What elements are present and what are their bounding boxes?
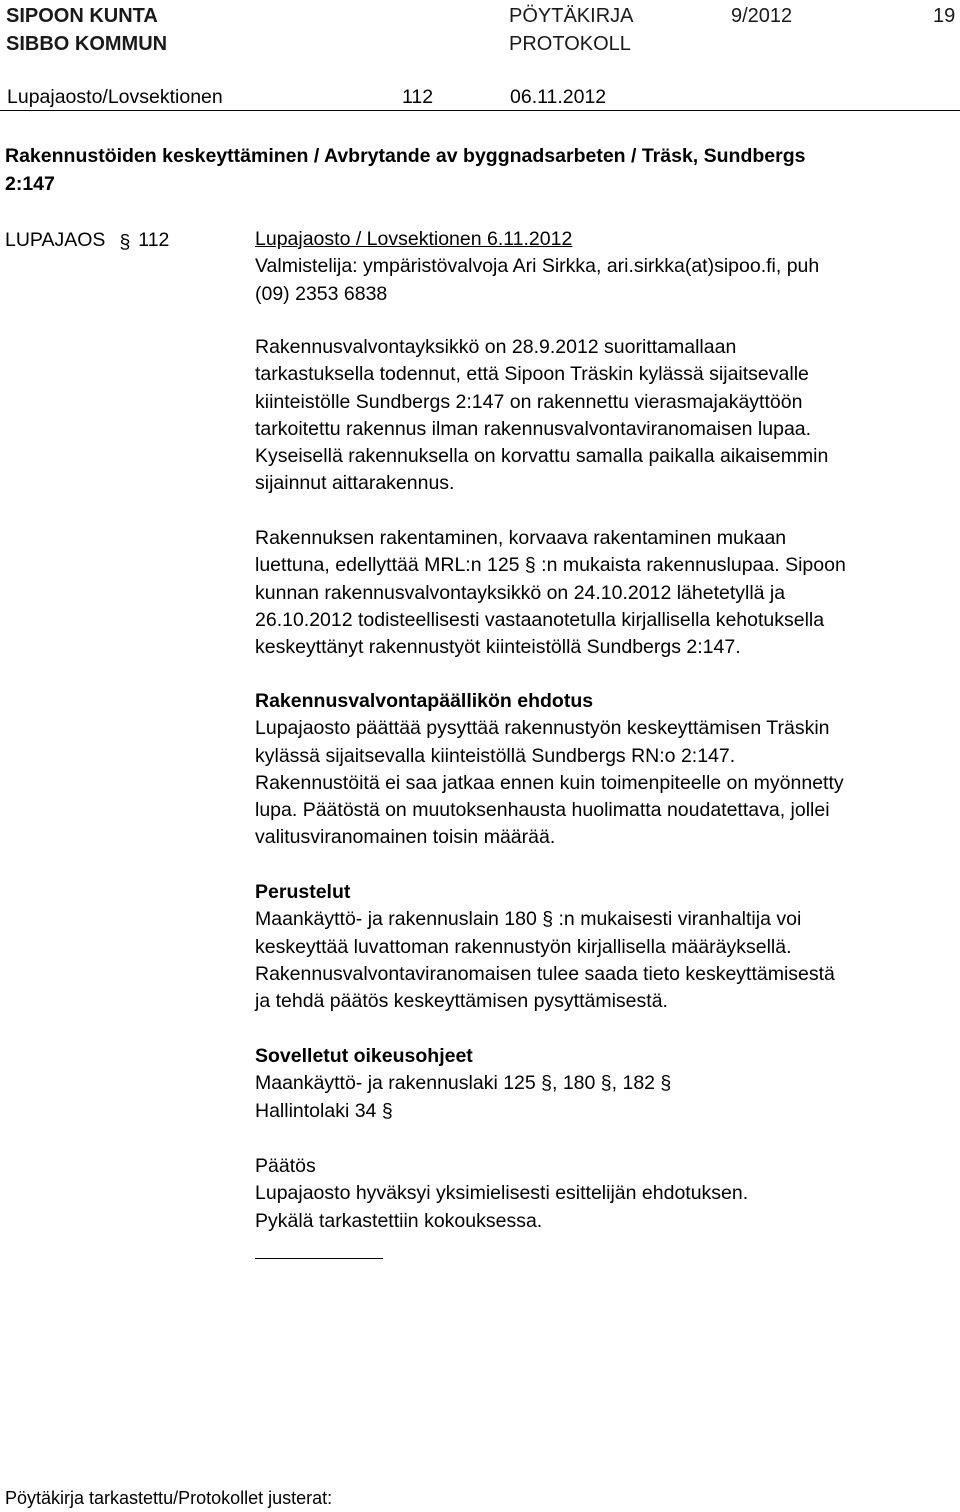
text-line: Maankäyttö- ja rakennuslain 180 § :n mukaisesti viranhaltija voi xyxy=(255,908,802,931)
text-line: valitusviranomainen toisin määrää. xyxy=(255,826,556,849)
text-line: 26.10.2012 todisteellisesti vastaanotetulla kirjallisella kehotuksella xyxy=(255,608,825,631)
text-line: Rakennusvalvontayksikkö on 28.9.2012 suorittamallaan xyxy=(255,336,737,358)
item-label xyxy=(5,226,169,254)
decision-heading: Päätös xyxy=(255,1155,316,1177)
page-title-cont: 2:147 xyxy=(5,173,55,195)
page-title: Rakennustöiden keskeyttäminen / Avbrytande av byggnadsarbeten / Träsk, Sundbergs xyxy=(5,145,806,167)
page-number: 19 xyxy=(933,5,956,27)
text-line: sijainnut aittarakennus. xyxy=(255,472,455,495)
law-heading: Sovelletut oikeusohjeet xyxy=(255,1045,473,1067)
text-line: Hallintolaki 34 § xyxy=(255,1099,393,1122)
text-line: kylässä sijaitsevalla kiinteistöllä Sundbergs RN:o 2:147. xyxy=(255,744,736,767)
document-number: 9/2012 xyxy=(731,5,793,27)
section-decision xyxy=(255,1153,955,1235)
section-grounds xyxy=(255,879,955,1015)
paragraph-findings xyxy=(255,334,955,498)
text-line: Kyseisellä rakennuksella on korvattu samalla paikalla aikaisemmin xyxy=(255,445,829,468)
text-line: lupa. Päätöstä on muutoksenhausta huolimatta noudatettava, jollei xyxy=(255,799,830,822)
section-proposal xyxy=(255,688,955,852)
text-line: luettuna, edellyttää MRL:n 125 § :n mukaista rakennuslupaa. Sipoon xyxy=(255,554,846,577)
text-line: Lupajaosto päättää pysyttää rakennustyön keskeyttämisen Träskin xyxy=(255,717,830,740)
text-line: Maankäyttö- ja rakennuslaki 125 §, 180 §, 182 § xyxy=(255,1072,672,1095)
committee-name: Lupajaosto/Lovsektionen xyxy=(7,86,223,108)
section-applied-law xyxy=(255,1043,955,1125)
text-line: keskeyttää luvattoman rakennustyön kirjallisella määräyksellä. xyxy=(255,935,792,958)
phone-line: (09) 2353 6838 xyxy=(255,282,388,305)
meeting-line: Lupajaosto / Lovsektionen 6.11.2012 xyxy=(255,228,573,250)
text-line: tarkoitettu rakennus ilman rakennusvalvontaviranomaisen lupaa. xyxy=(255,417,812,440)
text-line: Rakennusvalvontaviranomaisen tulee saada tieto keskeyttämisestä xyxy=(255,962,835,985)
item-label-text: LUPAJAOS xyxy=(5,229,106,251)
header-divider xyxy=(0,110,960,111)
proposal-heading: Rakennusvalvontapäällikön ehdotus xyxy=(255,690,594,712)
grounds-heading: Perustelut xyxy=(255,881,351,903)
text-line: Rakennuksen rakentaminen, korvaava rakentaminen mukaan xyxy=(255,527,787,549)
municipality-name-sv: SIBBO KOMMUN xyxy=(6,33,168,55)
text-line: keskeyttänyt rakennustyöt kiinteistöllä Sundbergs 2:147. xyxy=(255,636,741,659)
paragraph-suspension xyxy=(255,525,955,661)
text-line: tarkastuksella todennut, että Sipoon Träskin kylässä sijaitsevalle xyxy=(255,363,809,386)
item-details xyxy=(255,226,955,308)
doctype-fi: PÖYTÄKIRJA xyxy=(509,5,634,27)
text-line: Pykälä tarkastettiin kokouksessa. xyxy=(255,1209,543,1232)
end-divider xyxy=(255,1258,383,1259)
section-sign-icon: § xyxy=(119,231,131,253)
doctype-sv: PROTOKOLL xyxy=(509,33,631,55)
text-line: Rakennustöitä ei saa jatkaa ennen kuin toimenpiteelle on myönnetty xyxy=(255,771,844,794)
section-number: 112 xyxy=(402,86,434,108)
meeting-date: 06.11.2012 xyxy=(510,86,607,108)
text-line: kiinteistölle Sundbergs 2:147 on rakennettu vierasmajakäyttöön xyxy=(255,390,803,413)
footer-text: Pöytäkirja tarkastettu/Protokollet justerat: xyxy=(5,1488,333,1508)
text-line: kunnan rakennusvalvontayksikkö on 24.10.2012 lähetetyllä ja xyxy=(255,581,786,604)
item-number: 112 xyxy=(138,229,170,251)
text-line: ja tehdä päätös keskeyttämisen pysyttämisestä. xyxy=(255,990,668,1013)
municipality-name-fi: SIPOON KUNTA xyxy=(6,5,158,27)
preparer-line: Valmistelija: ympäristövalvoja Ari Sirkka, ari.sirkka(at)sipoo.fi, puh xyxy=(255,255,820,278)
text-line: Lupajaosto hyväksyi yksimielisesti esittelijän ehdotuksen. xyxy=(255,1182,749,1205)
